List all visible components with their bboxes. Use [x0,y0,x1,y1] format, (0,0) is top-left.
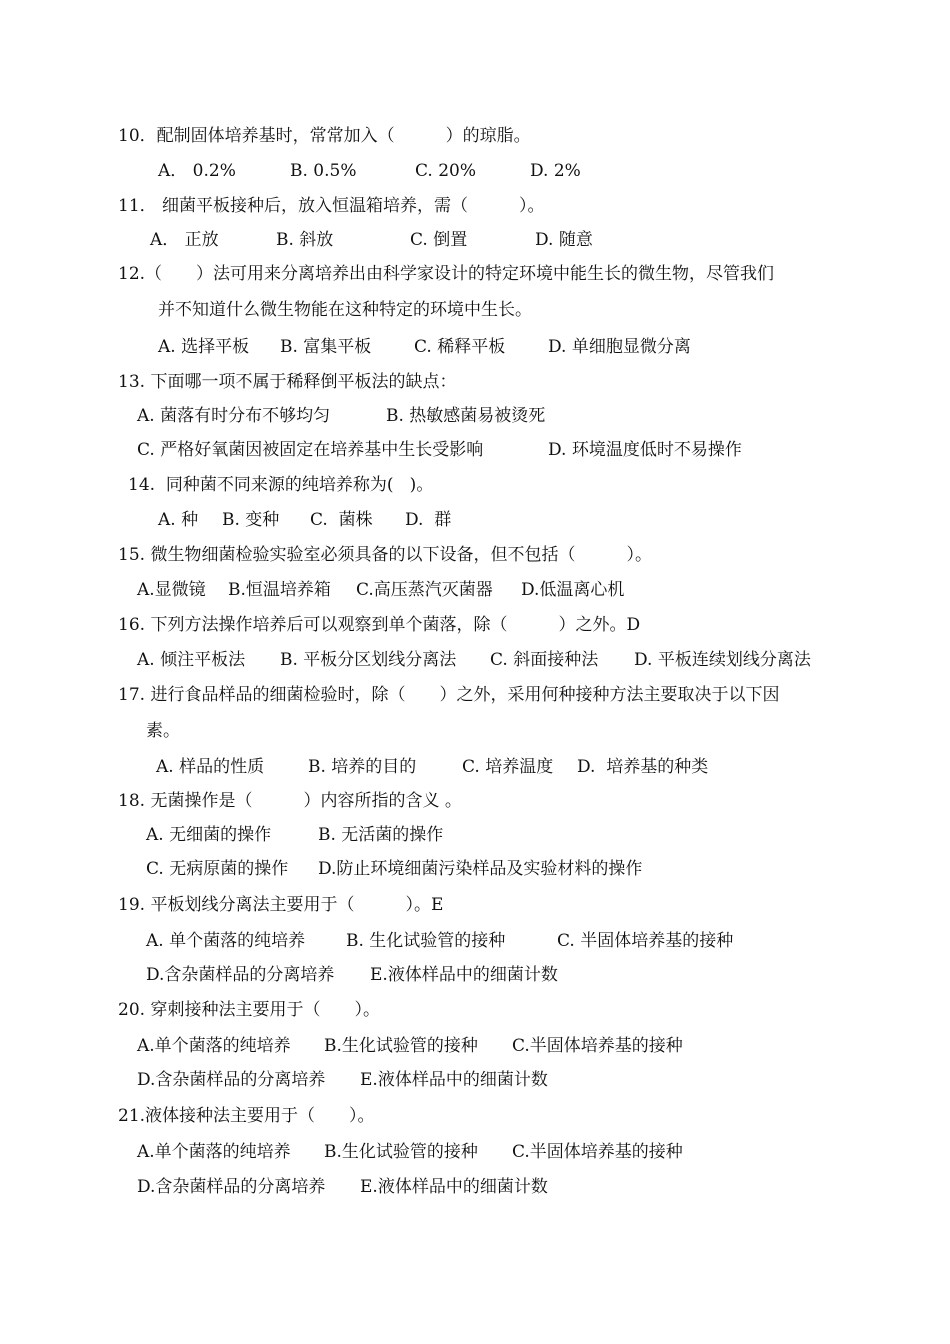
option-14-c: C. 菌株 [310,510,373,530]
option-16-c: C. 斜面接种法 [490,650,599,670]
option-21-d: D.含杂菌样品的分离培养 [137,1177,326,1197]
option-14-b: B. 变种 [222,510,280,530]
option-19-c: C. 半固体培养基的接种 [557,931,734,951]
option-10-d: D. 2% [530,161,581,181]
option-11-b: B. 斜放 [276,230,334,250]
option-17-d: D. 培养基的种类 [577,757,709,777]
option-18-b: B. 无活菌的操作 [318,825,444,845]
question-10-stem: 10．配制固体培养基时，常常加入（ ）的琼脂。 [118,126,531,146]
question-11-stem: 11． 细菌平板接种后，放入恒温箱培养，需（ ）。 [118,196,545,216]
question-12-stem: 12.（ ）法可用来分离培养出由科学家设计的特定环境中能生长的微生物，尽管我们 [118,264,775,284]
question-17-stem: 17. 进行食品样品的细菌检验时，除（ ）之外，采用何种接种方法主要取决于以下因 [118,685,780,705]
option-15-a: A.显微镜 [137,580,206,600]
option-13-a: A. 菌落有时分布不够均匀 [137,406,331,426]
question-18-stem: 18. 无菌操作是（ ）内容所指的含义 。 [118,791,462,811]
option-20-c: C.半固体培养基的接种 [512,1036,683,1056]
option-14-a: A. 种 [158,510,199,530]
option-18-d: D.防止环境细菌污染样品及实验材料的操作 [318,859,643,879]
option-21-b: B.生化试验管的接种 [324,1142,478,1162]
option-20-d: D.含杂菌样品的分离培养 [137,1070,326,1090]
option-16-a: A. 倾注平板法 [137,650,246,670]
option-12-b: B. 富集平板 [280,337,372,357]
option-21-e: E.液体样品中的细菌计数 [360,1177,548,1197]
question-15-stem: 15. 微生物细菌检验实验室必须具备的以下设备，但不包括（ ）。 [118,545,652,565]
question-19-stem: 19. 平板划线分离法主要用于（ ）。E [118,895,444,915]
option-20-a: A.单个菌落的纯培养 [137,1036,291,1056]
option-13-d: D. 环境温度低时不易操作 [548,440,742,460]
option-13-c: C. 严格好氧菌因被固定在培养基中生长受影响 [137,440,484,460]
question-17-stem-continued: 素。 [146,721,180,741]
option-19-b: B. 生化试验管的接种 [346,931,506,951]
option-12-c: C. 稀释平板 [414,337,506,357]
option-10-a: A． 0.2% [158,161,236,181]
option-19-d: D.含杂菌样品的分离培养 [146,965,335,985]
option-17-c: C. 培养温度 [462,757,554,777]
question-20-stem: 20. 穿刺接种法主要用于（ ）。 [118,1000,380,1020]
option-17-a: A. 样品的性质 [156,757,265,777]
question-21-stem: 21.液体接种法主要用于（ ）。 [118,1106,375,1126]
option-15-d: D.低温离心机 [521,580,625,600]
option-19-a: A. 单个菌落的纯培养 [146,931,306,951]
option-21-a: A.单个菌落的纯培养 [137,1142,291,1162]
question-14-stem: 14. 同种菌不同来源的纯培养称为( )。 [128,475,434,495]
option-16-d: D. 平板连续划线分离法 [634,650,811,670]
question-16-stem: 16. 下列方法操作培养后可以观察到单个菌落，除（ ）之外。D [118,615,641,635]
option-12-d: D. 单细胞显微分离 [548,337,691,357]
question-13-stem: 13. 下面哪一项不属于稀释倒平板法的缺点： [118,372,457,392]
question-12-stem-continued: 并不知道什么微生物能在这种特定的环境中生长。 [158,300,532,320]
option-11-d: D. 随意 [535,230,593,250]
option-10-c: C. 20% [415,161,476,181]
option-12-a: A. 选择平板 [158,337,250,357]
option-20-e: E.液体样品中的细菌计数 [360,1070,548,1090]
option-13-b: B. 热敏感菌易被烫死 [386,406,546,426]
option-20-b: B.生化试验管的接种 [324,1036,478,1056]
option-15-b: B.恒温培养箱 [228,580,331,600]
option-16-b: B. 平板分区划线分离法 [280,650,457,670]
option-18-c: C. 无病原菌的操作 [146,859,289,879]
option-21-c: C.半固体培养基的接种 [512,1142,683,1162]
option-15-c: C.高压蒸汽灭菌器 [356,580,493,600]
option-14-d: D. 群 [405,510,452,530]
option-11-a: A． 正放 [150,230,219,250]
option-17-b: B. 培养的目的 [308,757,417,777]
option-18-a: A. 无细菌的操作 [146,825,272,845]
option-11-c: C. 倒置 [410,230,468,250]
option-10-b: B. 0.5% [290,161,357,181]
option-19-e: E.液体样品中的细菌计数 [370,965,558,985]
